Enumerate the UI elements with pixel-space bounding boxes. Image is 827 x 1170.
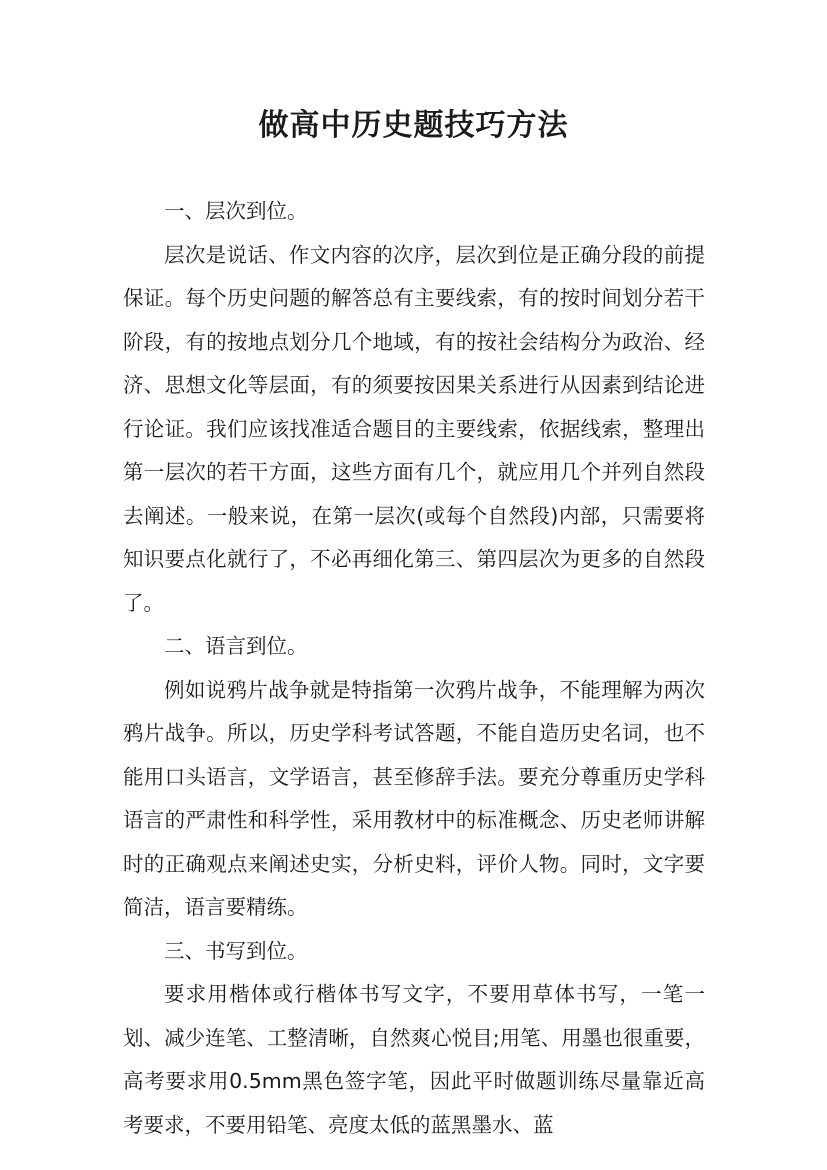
section-heading-2: 二、语言到位。 [164,634,308,658]
section-heading-3: 三、书写到位。 [164,938,308,963]
page-title: 做高中历史题技巧方法 [258,108,569,143]
paragraph-1: 层次是说话、作文内容的次序，层次到位是正确分段的前提保证。每个历史问题的解答总有主要线索，有的按时间划分若干阶段，有的按地点划分几个地域，有的按社会结构分为政治、经济、思想文化等层面，有的须要按因果关系进行从因素到结论进行论证。我们应该找准适合题目的主要线索，依据线索，整理出第一层次的若干方面，这些方面有几个，就应用几个并列自然段去阐述。一般来说，在第一层次(或每个自然段)内部，只需要将知识要点化就行了，不必再细化第三、第四层次为更多的自然段了。 [123,242,705,615]
document-body [123,190,705,1147]
paragraph-3: 要求用楷体或行楷体书写文字，不要用草体书写，一笔一划、减少连笔、工整清晰，自然爽心悦目;用笔、用墨也很重要，高考要求用0.5mm黑色签字笔，因此平时做题训练尽量靠近高考要求，不要用铅笔、亮度太低的蓝黑墨水、蓝 [123,982,705,1137]
paragraph-2: 例如说鸦片战争就是特指第一次鸦片战争，不能理解为两次鸦片战争。所以，历史学科考试答题，不能自造历史名词，也不能用口头语言，文学语言，甚至修辞手法。要充分尊重历史学科语言的严肃性和科学性，采用教材中的标准概念、历史老师讲解时的正确观点来阐述史实，分析史料，评价人物。同时，文字要简洁，语言要精练。 [123,677,705,919]
section-heading-1: 一、层次到位。 [164,199,308,223]
